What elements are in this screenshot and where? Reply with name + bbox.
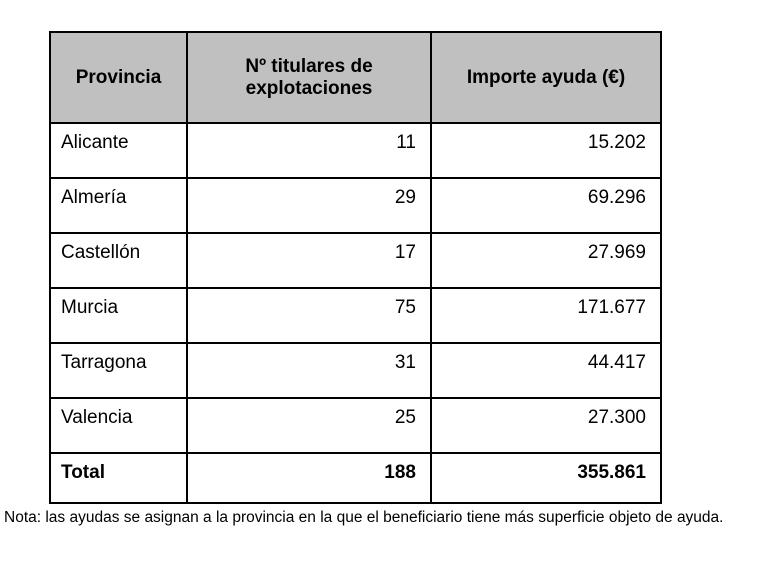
table-row: [50, 178, 661, 233]
cell-provincia: Tarragona: [50, 343, 187, 398]
table-row: [50, 123, 661, 178]
table-row: [50, 343, 661, 398]
cell-importe: 44.417: [431, 343, 661, 398]
cell-titulares: 11: [187, 123, 431, 178]
table-footnote: Nota: las ayudas se asignan a la provincia en la que el beneficiario tiene más superficie objeto de ayuda.: [4, 509, 724, 526]
cell-provincia: Valencia: [50, 398, 187, 453]
cell-titulares: 75: [187, 288, 431, 343]
cell-provincia: Almería: [50, 178, 187, 233]
table-header: [50, 32, 661, 123]
cell-importe: 355.861: [431, 453, 661, 503]
table-row: [50, 288, 661, 343]
cell-provincia: Alicante: [50, 123, 187, 178]
cell-provincia: Murcia: [50, 288, 187, 343]
cell-titulares: 31: [187, 343, 431, 398]
cell-importe: 27.969: [431, 233, 661, 288]
cell-provincia: Castellón: [50, 233, 187, 288]
cell-titulares: 25: [187, 398, 431, 453]
cell-importe: 69.296: [431, 178, 661, 233]
cell-importe: 171.677: [431, 288, 661, 343]
table-row: [50, 233, 661, 288]
header-row: [50, 32, 661, 123]
header-titulares: Nº titulares de explotaciones: [187, 32, 431, 123]
cell-titulares: 29: [187, 178, 431, 233]
table-body: [50, 123, 661, 503]
cell-provincia: Total: [50, 453, 187, 503]
header-importe: Importe ayuda (€): [431, 32, 661, 123]
header-provincia: Provincia: [50, 32, 187, 123]
provinces-aid-table: [49, 31, 662, 504]
cell-titulares: 17: [187, 233, 431, 288]
cell-importe: 27.300: [431, 398, 661, 453]
table-row: [50, 398, 661, 453]
total-row: [50, 453, 661, 503]
cell-titulares: 188: [187, 453, 431, 503]
cell-importe: 15.202: [431, 123, 661, 178]
